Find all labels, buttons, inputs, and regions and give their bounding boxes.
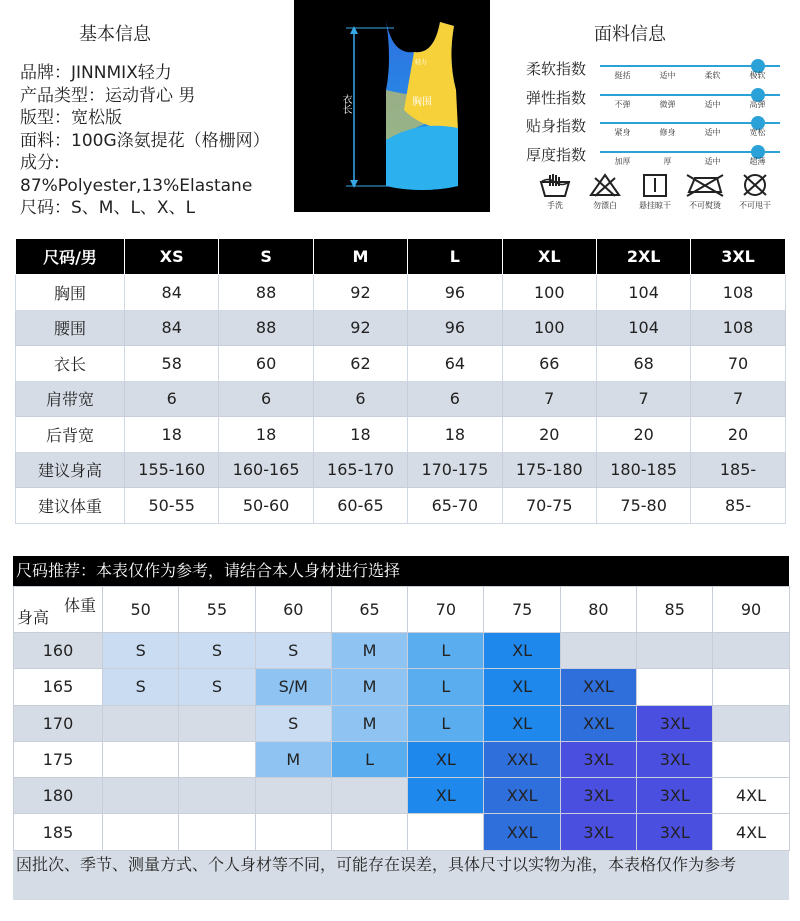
size-row-label: 衣长 (16, 346, 125, 382)
size-cell: 20 (596, 417, 690, 453)
hang-dry-icon (638, 172, 672, 198)
recommendation-cell: 3XL (637, 814, 713, 850)
size-cell: 20 (502, 417, 596, 453)
fabric-index-tick: 厚 (663, 156, 672, 166)
recommendation-cell: M (255, 741, 331, 777)
recommendation-cell: S (179, 669, 255, 705)
weight-header-cell: 80 (560, 587, 636, 633)
fabric-index-name: 柔软指数 (526, 60, 587, 78)
recommendation-cell: M (331, 633, 407, 669)
size-table-row (16, 381, 786, 417)
care-hand-wash (530, 172, 580, 211)
care-label: 悬挂晾干 (639, 201, 671, 210)
info-fabric: 面料：100G涤氨提花（格栅网） (20, 130, 270, 151)
fabric-index-tick: 适中 (704, 99, 721, 109)
size-table-row (16, 346, 786, 382)
size-cell: 66 (502, 346, 596, 382)
logo-text: 轻力 (415, 59, 428, 66)
recommendation-cell: S (179, 633, 255, 669)
weight-header-cell: 75 (484, 587, 560, 633)
size-cell: 60-65 (313, 488, 407, 524)
size-cell: 104 (596, 310, 690, 346)
size-cell: 62 (313, 346, 407, 382)
size-cell: 65-70 (408, 488, 502, 524)
fabric-index-tick: 适中 (704, 156, 721, 166)
recommendation-cell (331, 814, 407, 850)
fabric-index-tick: 适中 (659, 71, 676, 80)
size-cell: 92 (313, 275, 407, 311)
recommendation-row (14, 669, 790, 705)
recommendation-cell (103, 705, 179, 741)
fabric-index-scale (600, 65, 780, 67)
recommendation-row (14, 633, 790, 669)
size-header-cell: XS (125, 239, 219, 275)
size-cell: 6 (408, 381, 502, 417)
fabric-info-panel (520, 20, 790, 172)
size-cell: 7 (691, 381, 785, 417)
size-cell: 50-55 (125, 488, 219, 524)
height-row-label: 180 (14, 778, 103, 814)
size-cell: 84 (125, 275, 219, 311)
info-brand: 品牌：JINNMIX轻力 (20, 63, 172, 83)
care-label: 不可熨烫 (689, 201, 721, 210)
weight-axis-label: 体重 (63, 596, 96, 615)
weight-header-cell: 90 (713, 587, 789, 633)
recommendation-cell: L (331, 741, 407, 777)
size-cell: 108 (691, 310, 785, 346)
fabric-index-scale (600, 151, 780, 153)
size-cell: 175-180 (502, 452, 596, 488)
recommendation-row (14, 778, 790, 814)
no-bleach-icon (588, 172, 622, 198)
info-composition: 87%Polyester,13%Elastane (20, 175, 253, 196)
recommendation-cell (179, 778, 255, 814)
size-cell: 165-170 (313, 452, 407, 488)
recommendation-cell: XXL (484, 741, 560, 777)
info-sizes: 尺码：S、M、L、X、L (20, 198, 196, 218)
size-row-label: 建议身高 (16, 452, 125, 488)
recommendation-cell (103, 741, 179, 777)
recommendation-cell: XL (408, 741, 484, 777)
size-header-cell: 3XL (691, 239, 785, 275)
size-cell: 96 (408, 275, 502, 311)
length-label: 衣长 (340, 94, 351, 114)
weight-header-cell: 65 (331, 587, 407, 633)
size-cell: 18 (125, 417, 219, 453)
fabric-index-tick: 适中 (704, 128, 721, 137)
recommendation-cell: S (255, 705, 331, 741)
size-cell: 85- (691, 488, 785, 524)
size-table-row (16, 310, 786, 346)
recommendation-cell: S (103, 669, 179, 705)
height-row-label: 165 (14, 669, 103, 705)
recommendation-cell (637, 669, 713, 705)
recommendation-cell: 3XL (637, 741, 713, 777)
fabric-index-row (520, 87, 790, 116)
recommendation-cell (713, 669, 789, 705)
size-cell: 50-60 (219, 488, 313, 524)
size-cell: 100 (502, 310, 596, 346)
recommendation-cell (179, 741, 255, 777)
recommendation-row (14, 741, 790, 777)
size-cell: 18 (408, 417, 502, 453)
recommendation-cell (713, 741, 789, 777)
recommendation-cell: XXL (560, 705, 636, 741)
size-cell: 104 (596, 275, 690, 311)
fabric-index-name: 厚度指数 (526, 145, 587, 164)
recommendation-cell: 4XL (713, 778, 789, 814)
weight-header-cell: 85 (637, 587, 713, 633)
care-hang-dry (630, 172, 680, 211)
recommendation-cell: 3XL (637, 778, 713, 814)
size-cell: 75-80 (596, 488, 690, 524)
recommendation-cell: 4XL (713, 814, 789, 850)
recommendation-cell (179, 814, 255, 850)
fabric-index-tick: 挺括 (614, 71, 631, 80)
size-row-label: 腰围 (16, 310, 125, 346)
size-row-label: 后背宽 (16, 417, 125, 453)
size-chart-header-row (16, 239, 786, 275)
basic-info-panel (20, 20, 295, 220)
tank-top-illustration (294, 0, 490, 212)
recommendation-cell: L (408, 633, 484, 669)
fabric-index-row (520, 115, 790, 144)
size-cell: 18 (219, 417, 313, 453)
recommendation-cell: S/M (255, 669, 331, 705)
size-table-row (16, 417, 786, 453)
size-cell: 88 (219, 310, 313, 346)
fabric-index-tick: 微弹 (659, 99, 676, 109)
recommendation-grid (13, 586, 790, 851)
size-header-cell: 2XL (596, 239, 690, 275)
fabric-index-name: 贴身指数 (526, 117, 587, 135)
recommendation-cell: L (408, 669, 484, 705)
weight-header-cell: 50 (103, 587, 179, 633)
height-axis-label: 身高 (17, 608, 50, 627)
recommendation-cell (713, 633, 789, 669)
size-row-label: 建议体重 (16, 488, 125, 524)
size-header-cell: S (219, 239, 313, 275)
recommendation-cell: XXL (560, 669, 636, 705)
recommendation-cell (179, 705, 255, 741)
recommendation-cell (331, 778, 407, 814)
fabric-index-tick: 高弹 (749, 99, 766, 109)
fabric-index-name: 弹性指数 (526, 88, 587, 107)
height-row-label: 170 (14, 705, 103, 741)
fabric-index-row (520, 144, 790, 173)
size-cell: 20 (691, 417, 785, 453)
size-cell: 6 (219, 381, 313, 417)
weight-header-cell: 55 (179, 587, 255, 633)
fabric-index-tick: 不弹 (614, 99, 631, 109)
height-row-label: 175 (14, 741, 103, 777)
care-no-bleach (580, 172, 630, 211)
recommendation-cell: S (103, 633, 179, 669)
fabric-index-tick: 极软 (749, 71, 766, 80)
size-cell: 96 (408, 310, 502, 346)
size-cell: 6 (125, 381, 219, 417)
height-row-label: 185 (14, 814, 103, 850)
recommendation-cell: XL (484, 669, 560, 705)
fabric-index-tick: 柔软 (704, 71, 721, 80)
size-header-cell: L (408, 239, 502, 275)
product-image (294, 0, 490, 212)
fabric-index-tick: 修身 (659, 128, 676, 137)
info-product-type: 产品类型：运动背心 男 (20, 85, 196, 106)
size-cell: 58 (125, 346, 219, 382)
size-cell: 6 (313, 381, 407, 417)
fabric-index-scale (600, 122, 780, 124)
size-cell: 160-165 (219, 452, 313, 488)
recommendation-cell (103, 814, 179, 850)
recommendation-cell: L (408, 705, 484, 741)
hand-wash-icon (538, 172, 572, 198)
recommendation-cell (713, 705, 789, 741)
size-cell: 7 (502, 381, 596, 417)
no-iron-icon (683, 172, 727, 198)
recommendation-row (14, 705, 790, 741)
recommendation-cell: XL (484, 633, 560, 669)
recommendation-row (14, 814, 790, 850)
recommendation-cell (255, 814, 331, 850)
size-row-label: 胸围 (16, 275, 125, 311)
size-cell: 100 (502, 275, 596, 311)
size-cell: 70-75 (502, 488, 596, 524)
fabric-index-tick: 紧身 (614, 128, 631, 137)
care-label: 勿漂白 (593, 201, 617, 210)
recommendation-corner (14, 587, 103, 633)
size-cell: 155-160 (125, 452, 219, 488)
fabric-index-row (520, 58, 790, 87)
recommendation-cell: XXL (484, 778, 560, 814)
size-table-row (16, 275, 786, 311)
recommendation-cell: 3XL (560, 741, 636, 777)
size-cell: 92 (313, 310, 407, 346)
fabric-index-tick: 宽松 (749, 128, 766, 137)
recommendation-cell: S (255, 633, 331, 669)
care-instructions (530, 172, 780, 211)
recommendation-cell: M (331, 705, 407, 741)
size-cell: 70 (691, 346, 785, 382)
recommendation-cell: M (331, 669, 407, 705)
fabric-index-tick: 加厚 (614, 156, 631, 166)
size-cell: 185- (691, 452, 785, 488)
recommendation-note: 因批次、季节、测量方式、个人身材等不同，可能存在误差，具体尺寸以实物为准，本表格仅作为参考 (13, 851, 789, 900)
fabric-index-scale (600, 94, 780, 96)
size-cell: 68 (596, 346, 690, 382)
recommendation-header-row (14, 587, 790, 633)
size-cell: 84 (125, 310, 219, 346)
recommendation-cell (560, 633, 636, 669)
weight-header-cell: 60 (255, 587, 331, 633)
fabric-info-title: 面料信息 (594, 24, 666, 45)
recommendation-cell (103, 778, 179, 814)
size-cell: 170-175 (408, 452, 502, 488)
size-table-row (16, 488, 786, 524)
size-table-row (16, 452, 786, 488)
size-row-label: 肩带宽 (16, 381, 125, 417)
care-no-tumble-dry (730, 172, 780, 211)
recommendation-cell: 3XL (560, 814, 636, 850)
size-cell: 60 (219, 346, 313, 382)
height-row-label: 160 (14, 633, 103, 669)
size-cell: 180-185 (596, 452, 690, 488)
info-composition-label: 成分: (20, 153, 60, 173)
recommendation-cell (408, 814, 484, 850)
care-no-iron (680, 172, 730, 211)
weight-header-cell: 70 (408, 587, 484, 633)
care-label: 不可甩干 (739, 201, 771, 210)
recommendation-cell (255, 778, 331, 814)
size-cell: 7 (596, 381, 690, 417)
recommendation-cell: 3XL (560, 778, 636, 814)
size-header-cell: XL (502, 239, 596, 275)
chest-label: 胸围 (412, 97, 432, 108)
recommendation-cell: 3XL (637, 705, 713, 741)
no-tumble-dry-icon (738, 172, 772, 198)
size-cell: 88 (219, 275, 313, 311)
recommendation-cell: XL (408, 778, 484, 814)
size-header-cell: M (313, 239, 407, 275)
size-recommendation-panel (13, 556, 789, 900)
recommendation-title: 尺码推荐：本表仅作为参考，请结合本人身材进行选择 (13, 556, 789, 586)
size-header-label: 尺码/男 (16, 239, 125, 275)
size-chart-table (15, 238, 786, 524)
size-cell: 64 (408, 346, 502, 382)
care-label: 手洗 (547, 201, 563, 210)
recommendation-cell: XXL (484, 814, 560, 850)
basic-info-title: 基本信息 (79, 24, 151, 45)
size-cell: 108 (691, 275, 785, 311)
fabric-index-tick: 超薄 (749, 156, 766, 166)
recommendation-cell (637, 633, 713, 669)
info-fit: 版型：宽松版 (20, 108, 122, 128)
size-cell: 18 (313, 417, 407, 453)
recommendation-cell: XL (484, 705, 560, 741)
